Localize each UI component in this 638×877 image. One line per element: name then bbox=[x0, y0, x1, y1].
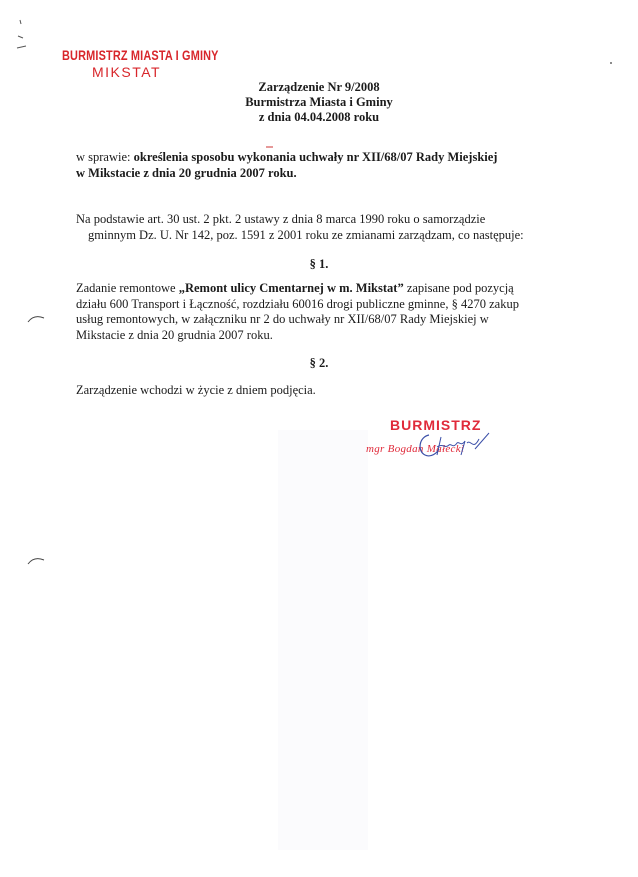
task-rest-line1: zapisane pod pozycją bbox=[403, 281, 514, 295]
scan-dot-right bbox=[608, 60, 614, 66]
punch-hole-mark-2 bbox=[26, 554, 46, 566]
subject-prefix: w sprawie: bbox=[76, 150, 134, 164]
section-1-heading: § 1. bbox=[309, 257, 329, 271]
signature-stamp-title: BURMISTRZ bbox=[390, 417, 482, 433]
task-paragraph bbox=[76, 281, 566, 343]
legal-basis-line1: Na podstawie art. 30 ust. 2 pkt. 2 ustawy z dnia 8 marca 1990 roku o samorządzie bbox=[76, 212, 486, 226]
task-line3: usług remontowych, w załączniku nr 2 do uchwały nr XII/68/07 Rady Miejskiej w bbox=[76, 312, 489, 326]
legal-basis-paragraph bbox=[76, 212, 566, 243]
scan-mark-top-left bbox=[14, 18, 34, 68]
ordinance-date: z dnia 04.04.2008 roku bbox=[258, 110, 380, 124]
task-name: „Remont ulicy Cmentarnej w m. Mikstat” bbox=[178, 281, 404, 295]
punch-hole-mark-1 bbox=[26, 312, 46, 324]
ordinance-issuer: Burmistrza Miasta i Gminy bbox=[245, 95, 393, 109]
task-line4: Mikstacie z dnia 20 grudnia 2007 roku. bbox=[76, 327, 273, 342]
legal-basis-line2: gminnym Dz. U. Nr 142, poz. 1591 z 2001 roku ze zmianami zarządzam, co następuje: bbox=[88, 227, 524, 242]
subject-bold-line1: określenia sposobu wykonania uchwały nr XII/68/07 Rady Miejskiej bbox=[133, 150, 498, 164]
task-line2: działu 600 Transport i Łączność, rozdziału 60016 drogi publiczne gminne, § 4270 zakup bbox=[76, 296, 519, 311]
effective-clause: Zarządzenie wchodzi w życie z dniem podjęcia. bbox=[76, 383, 316, 397]
office-stamp-line2: MIKSTAT bbox=[92, 64, 162, 80]
signature-stamp-name: mgr Bogdan Małecki bbox=[366, 443, 465, 455]
subject-paragraph bbox=[76, 150, 566, 181]
office-stamp bbox=[58, 47, 218, 80]
subject-bold-line2: w Mikstacie z dnia 20 grudnia 2007 roku. bbox=[76, 165, 297, 180]
handwritten-signature bbox=[415, 429, 495, 465]
scan-shadow bbox=[278, 430, 368, 850]
ordinance-number: Zarządzenie Nr 9/2008 bbox=[258, 80, 380, 94]
office-stamp-line1: BURMISTRZ MIASTA I GMINY bbox=[62, 47, 219, 63]
task-lead: Zadanie remontowe bbox=[76, 281, 179, 295]
section-2-heading: § 2. bbox=[309, 356, 329, 370]
